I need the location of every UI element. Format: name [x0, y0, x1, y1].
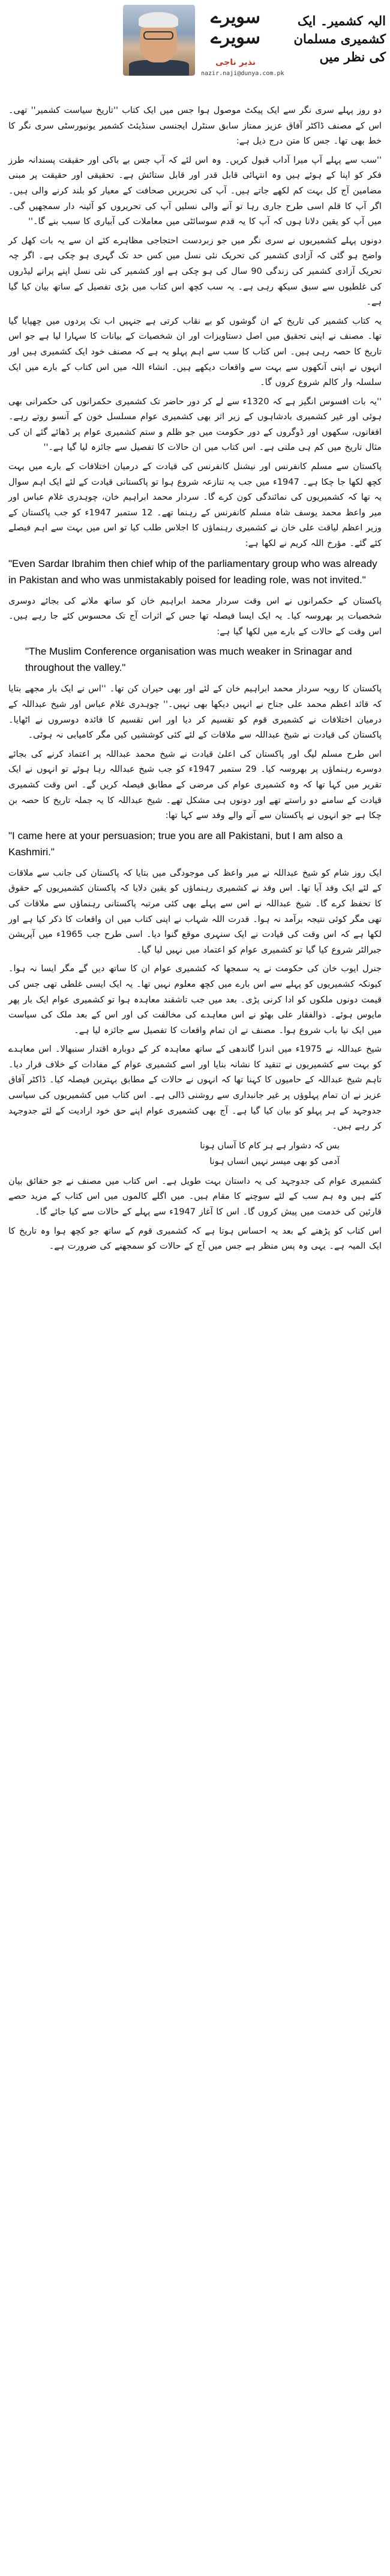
column-name: سویرے سویرے: [210, 7, 261, 48]
paragraph: اس طرح مسلم لیگ اور پاکستان کی اعلیٰ قیادت نے شیخ محمد عبداللہ پر اعتماد کرنے کی بجائے دوسرے رہنماؤں پر بھروسہ کیا۔ 29 ستمبر 1947ء کو جب شیخ عبداللہ رہا ہوئے تو انہوں نے ایک تقریر میں کہا تھا کہ وہ کشمیری عوام کی مرضی کے مطابق فیصلہ کریں گے۔ اس وقت کشمیری قیادت کے سامنے دو راستے تھے اور دونوں ہی مشکل تھے۔ شیخ عبداللہ کا یہ جملہ تاریخ کا حصہ بن چکا ہے جو انہوں نے پاکستان سے آنے والے وفد سے کہا تھا:: [8, 749, 382, 821]
column-header: [0, 0, 390, 90]
paragraph: دونوں پہلے کشمیریوں نے سری نگر میں جو زبردست احتجاجی مظاہرے کئے ان سے یہ بات کھل کر واضح ہو گئی کہ آزادی کشمیر کی تحریک نئی نسل میں کس حد تک گہری ہو چکی ہے۔ اگر چہ تحریک آزادی کشمیر کی زندگی 90 سال کی ہو چکی ہے اور کشمیر کی نئی نسل اپنے پرانے لیڈروں کی غلطیوں سے سبق سیکھ رہی ہے۔ یہ سب کچھ اس کتاب میں بڑی تفصیل کے ساتھ بیان کیا گیا ہے۔: [8, 235, 382, 308]
paragraph: اس کتاب کو پڑھنے کے بعد یہ احساس ہوتا ہے کہ کشمیری قوم کے ساتھ جو کچھ ہوا وہ تاریخ کا ایک المیہ ہے۔ یہی وہ پس منظر ہے جس میں آج کے حالات کو سمجھنے کی ضرورت ہے۔: [8, 1226, 382, 1252]
author-photo: [123, 5, 195, 76]
paragraph: ''یہ بات افسوس انگیز ہے کہ 1320ء سے لے کر دور حاضر تک کشمیری حکمرانوں کی حکمرانی بھی ہوئی اور غیر کشمیری بادشاہوں کے زیر اثر بھی کشمیری عوام مسلسل خون کے آنسو روتے رہے۔ افغانوں، سکھوں اور ڈوگروں کے دور حکومت میں جو ظلم و ستم کشمیری عوام پر ڈھائے گئے ان کی مثال تاریخ میں کم ہی ملتی ہے۔ اس کتاب میں ان حالات کا تفصیل سے جائزہ لیا گیا ہے۔'': [8, 396, 382, 453]
headline: الیہ کشمیر۔ ایک کشمیری مسلمان کی نظر میں: [293, 13, 386, 64]
paragraph: جنرل ایوب خان کی حکومت نے یہ سمجھا کہ کشمیری عوام ان کا ساتھ دیں گے مگر ایسا نہ ہوا۔ کیونکہ کشمیریوں کو پہلے سے اس بارے میں کچھ معلوم نہیں تھا۔ یہ ایک ایسی غلطی تھی جس کی قیمت دونوں ملکوں کو ادا کرنی پڑی۔ بعد میں جب تاشقند معاہدہ ہوا تو کشمیری عوام ایک بار پھر مایوس ہوئے۔ ذوالفقار علی بھٹو نے اس معاہدے کی مخالفت کی اور اس کے بعد ملک کی سیاست میں ایک نیا باب شروع ہوا۔ مصنف نے ان تمام واقعات کا تفصیل سے جائزہ لیا ہے۔: [8, 964, 382, 1035]
paragraph: دو روز پہلے سری نگر سے ایک پیکٹ موصول ہوا جس میں ایک کتاب ''تاریخ سیاست کشمیر'' تھی۔ اس کے مصنف ڈاکٹر آفاق عزیز ممتاز سابق سنٹرل ایجنسی سنڈیئٹ کشمیر یونیورسٹی سری نگر کا خط بھی تھا۔ جس کا متن درج ذیل ہے:: [8, 106, 382, 147]
english-quote: "I came here at your persuasion; true you are all Pakistani, but I am also a Kashmiri.": [8, 829, 343, 858]
paragraph: ''سب سے پہلے آپ میرا آداب قبول کریں۔ وہ اس لئے کہ آپ جس بے باکی اور حقیقت پسندانہ طرز فکر کو اپنا کے ہوئے ہیں وہ انتہائی قابل قدر اور قابل ستائش ہے۔ تحقیقی اور حقیقت پر مبنی مضامین آج کل بہت کم لکھے جاتے ہیں۔ آپ کی تحریریں صحافت کے معیار کو بلند کرنے والی ہیں۔ اگر آپ کا قلم اسی طرح جاری رہا تو آنے والی نسلیں آپ کی تحریروں کو آئینہ دار سمجھیں گی۔ میں آپ کو یقین دلانا ہوں کہ آپ کا یہ قدم سوسائٹی میں معاملات کی آبیاری کا سبب بنے گا۔'': [8, 155, 382, 227]
poem-line: بس کہ دشوار ہے ہر کام کا آساں ہونا: [200, 1141, 340, 1151]
paragraph: پاکستان کے حکمرانوں نے اس وقت سردار محمد ابراہیم خان کو ساتھ ملانے کی بجائے دوسری شخصیات پر بھروسہ کیا۔ یہ ایک ایسا فیصلہ تھا جس کے اثرات آج تک محسوس کئے جا رہے ہیں۔ اس وقت کے حالات کے بارے میں لکھا گیا ہے:: [8, 596, 382, 637]
poem-line: آدمی کو بھی میسر نہیں انساں ہونا: [209, 1156, 340, 1166]
poem-couplet: [8, 1138, 382, 1169]
paragraph: شیخ عبداللہ نے 1975ء میں اندرا گاندھی کے ساتھ معاہدہ کر کے دوبارہ اقتدار سنبھالا۔ اس معاہدے کو بہت سے کشمیریوں نے تنقید کا نشانہ بنایا اور اسے کشمیری عوام کے مفادات کے خلاف قرار دیا۔ تاہم شیخ عبداللہ کے حامیوں کا کہنا تھا کہ انہوں نے حالات کے مطابق بہترین فیصلہ کیا۔ ڈاکٹر آفاق عزیز نے ان تمام پہلوؤں پر غیر جانبداری سے روشنی ڈالی ہے۔ اس کتاب میں کشمیریوں کی سیاسی جدوجہد کے ہر پہلو کو بیان کیا گیا ہے۔ آج بھی کشمیری عوام اپنے حق خود ارادیت کے لئے جدوجہد کر رہے ہیں۔: [8, 1044, 382, 1132]
author-email[interactable]: nazir.naji@dunya.com.pk: [201, 70, 284, 77]
english-quote: "The Muslim Conference organisation was much weaker in Srinagar and throughout the valley.": [25, 646, 352, 674]
paragraph: یہ کتاب کشمیر کی تاریخ کے ان گوشوں کو بے نقاب کرتی ہے جنہیں اب تک پردوں میں چھپایا گیا تھا۔ مصنف نے اپنی تحقیق میں اصل دستاویزات اور ان شخصیات کے بیانات کا سہارا لیا ہے جو اس تاریخ کا حصہ رہی ہیں۔ اس کتاب کا سب سے اہم پہلو یہ ہے کہ مصنف خود ایک کشمیری ہیں اور انہوں نے اپنی آنکھوں سے بہت سے واقعات دیکھے ہیں۔ انشاء اللہ میں اس کتاب کے بارے میں ایک سلسلہ وار کالم شروع کروں گا۔: [8, 316, 382, 388]
author-name: نذیر ناجی: [215, 58, 256, 67]
column-logo: [201, 7, 270, 55]
article-body: [8, 103, 382, 1258]
paragraph: ایک روز شام کو شیخ عبداللہ نے میر واعظ کی موجودگی میں بتایا کہ پاکستان کی جانب سے ملاقات کے لئے ایک وفد آیا تھا۔ اس وفد نے کشمیری رہنماؤں کو یقین دلایا کہ پاکستان کشمیریوں کے حقوق کا تحفظ کرے گا۔ شیخ عبداللہ نے اس سے پہلے بھی کئی مرتبہ پاکستانی رہنماؤں سے ملاقات کی تھی مگر کوئی نتیجہ برآمد نہ ہوا۔ قدرت اللہ شہاب نے اپنی کتاب میں ان واقعات کا ذکر کیا ہے اور لکھا ہے کہ اس وقت کی قیادت نے ایک سنہری موقع گنوا دیا۔ اسی طرح جب 1965ء میں آپریشن جبرالٹر شروع کیا گیا تو کشمیری عوام کو اعتماد میں نہیں لیا گیا۔: [8, 868, 382, 955]
paragraph: پاکستان کا رویہ سردار محمد ابراہیم خان کے لئے اور بھی حیران کن تھا۔ ''اس نے ایک بار مجھے بتایا کہ قائد اعظم محمد علی جناح نے انہیں دیکھا بھی نہیں۔'' چوہدری غلام عباس اور شیخ عبداللہ کے درمیان اختلافات نے کشمیری قوم کو تقسیم کر دیا اور اس تقسیم کا فائدہ دوسروں نے اٹھایا۔ پاکستان کی قیادت نے شیخ عبداللہ سے ملاقات کے لئے کئی کوششیں کیں مگر کامیابی نہ ہوئی۔: [8, 684, 382, 741]
paragraph: کشمیری عوام کی جدوجہد کی یہ داستان بہت طویل ہے۔ اس کتاب میں مصنف نے جو حقائق بیان کئے ہیں وہ ہم سب کے لئے سوچنے کا مقام ہیں۔ میں اگلے کالموں میں اس کتاب کے مزید حصے قارئین کی خدمت میں پیش کروں گا۔ اس کا آغاز 1947ء سے پہلے کے حالات سے کیا جائے گا۔: [8, 1176, 382, 1217]
paragraph: پاکستان سے مسلم کانفرنس اور نیشنل کانفرنس کی قیادت کے درمیان اختلافات کے بارے میں بہت کچھ لکھا جا چکا ہے۔ 1947ء میں جب یہ تنازعہ شروع ہوا تو پاکستانی قیادت کے لئے ایک اہم سوال یہ تھا کہ کشمیریوں کی نمائندگی کون کرے گا۔ سردار محمد ابراہیم خان، چوہدری غلام عباس اور میر واعظ محمد یوسف شاہ مسلم کانفرنس کے رہنما تھے۔ 12 ستمبر 1947ء کو جب پاکستان کے وزیر اعظم لیاقت علی خان نے کشمیری رہنماؤں کا اجلاس طلب کیا تو اس میں بہت سے اہم فیصلے کئے گئے۔ مؤرخ اللہ کریم نے لکھا ہے:: [8, 462, 382, 549]
english-quote: "Even Sardar Ibrahim then chief whip of the parliamentary group who was already in Pakistan and who was unmistakably poised for leading role, was not invited.": [8, 557, 377, 586]
